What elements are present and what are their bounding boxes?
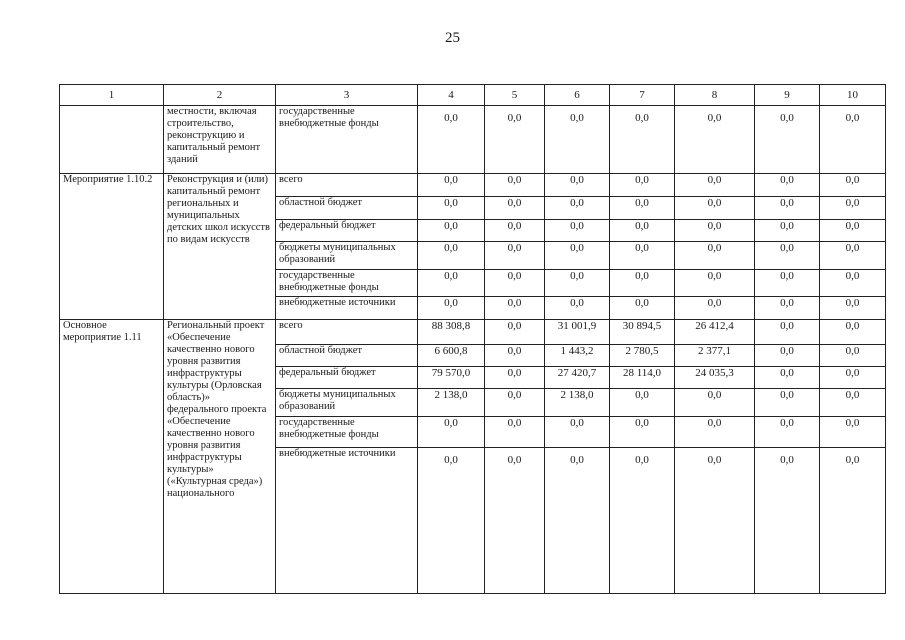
- value-cell: 1 443,2: [545, 345, 610, 367]
- funding-source-cell: внебюджетные источники: [276, 297, 418, 320]
- funding-source-cell: государственные внебюджетные фонды: [276, 417, 418, 448]
- value-cell: 0,0: [610, 389, 675, 417]
- funding-source-cell: всего: [276, 174, 418, 197]
- value-cell: 0,0: [755, 367, 820, 389]
- value-cell: 0,0: [545, 417, 610, 448]
- page-number: 25: [445, 30, 460, 46]
- value-cell: 0,0: [485, 106, 545, 174]
- table-row: [60, 174, 886, 197]
- value-cell: 0,0: [820, 197, 886, 220]
- value-cell: 0,0: [545, 242, 610, 270]
- value-cell: 0,0: [755, 106, 820, 174]
- value-cell: 0,0: [610, 174, 675, 197]
- column-header: 4: [418, 85, 485, 106]
- value-cell: 0,0: [485, 174, 545, 197]
- column-header: 1: [60, 85, 164, 106]
- value-cell: 0,0: [820, 220, 886, 242]
- value-cell: 0,0: [755, 448, 820, 594]
- value-cell: 0,0: [610, 270, 675, 297]
- value-cell: 0,0: [610, 106, 675, 174]
- value-cell: 0,0: [675, 106, 755, 174]
- value-cell: 0,0: [675, 242, 755, 270]
- value-cell: 0,0: [545, 220, 610, 242]
- value-cell: 30 894,5: [610, 320, 675, 345]
- table-header-row: [60, 85, 886, 106]
- value-cell: 2 138,0: [418, 389, 485, 417]
- funding-source-cell: внебюджетные источники: [276, 448, 418, 594]
- value-cell: 2 377,1: [675, 345, 755, 367]
- value-cell: 0,0: [485, 297, 545, 320]
- value-cell: 0,0: [755, 220, 820, 242]
- value-cell: 0,0: [418, 242, 485, 270]
- value-cell: 28 114,0: [610, 367, 675, 389]
- activity-id-cell: Основное мероприятие 1.11: [60, 320, 164, 594]
- value-cell: 0,0: [820, 367, 886, 389]
- value-cell: 0,0: [755, 197, 820, 220]
- value-cell: 0,0: [820, 389, 886, 417]
- value-cell: 0,0: [485, 242, 545, 270]
- table-row: [60, 106, 886, 174]
- funding-source-cell: государственные внебюджетные фонды: [276, 106, 418, 174]
- activity-name-cell: местности, включая строительство, реконструкцию и капитальный ремонт зданий: [164, 106, 276, 174]
- value-cell: 26 412,4: [675, 320, 755, 345]
- value-cell: 0,0: [755, 320, 820, 345]
- value-cell: 0,0: [418, 270, 485, 297]
- funding-source-cell: всего: [276, 320, 418, 345]
- activity-name-cell: Реконструкция и (или) капитальный ремонт региональных и муниципальных детских школ искусств по видам искусств: [164, 174, 276, 320]
- value-cell: 0,0: [485, 320, 545, 345]
- value-cell: 0,0: [485, 220, 545, 242]
- table-row: [60, 320, 886, 345]
- value-cell: 0,0: [418, 448, 485, 594]
- value-cell: 0,0: [820, 345, 886, 367]
- value-cell: 0,0: [675, 297, 755, 320]
- value-cell: 0,0: [820, 297, 886, 320]
- value-cell: 31 001,9: [545, 320, 610, 345]
- value-cell: 0,0: [610, 417, 675, 448]
- value-cell: 0,0: [485, 270, 545, 297]
- funding-source-cell: бюджеты муниципальных образований: [276, 389, 418, 417]
- value-cell: 0,0: [755, 174, 820, 197]
- value-cell: 24 035,3: [675, 367, 755, 389]
- value-cell: 0,0: [755, 242, 820, 270]
- funding-source-cell: федеральный бюджет: [276, 220, 418, 242]
- activity-name-cell: Региональный проект «Обеспечение качественно нового уровня развития инфраструктуры культуры (Орловская область)» федерального проекта «Обеспечение качественно нового уровня развития инфраструктуры культуры» («Культурная среда») национального: [164, 320, 276, 594]
- value-cell: 6 600,8: [418, 345, 485, 367]
- funding-source-cell: бюджеты муниципальных образований: [276, 242, 418, 270]
- value-cell: 0,0: [418, 297, 485, 320]
- value-cell: 0,0: [545, 197, 610, 220]
- budget-table: [59, 84, 886, 594]
- value-cell: 0,0: [675, 448, 755, 594]
- column-header: 8: [675, 85, 755, 106]
- value-cell: 0,0: [610, 448, 675, 594]
- value-cell: 0,0: [675, 417, 755, 448]
- value-cell: 0,0: [675, 220, 755, 242]
- value-cell: 0,0: [418, 106, 485, 174]
- value-cell: 0,0: [755, 345, 820, 367]
- funding-source-cell: областной бюджет: [276, 197, 418, 220]
- value-cell: 0,0: [755, 417, 820, 448]
- value-cell: 0,0: [418, 417, 485, 448]
- value-cell: 0,0: [755, 297, 820, 320]
- column-header: 7: [610, 85, 675, 106]
- value-cell: 79 570,0: [418, 367, 485, 389]
- value-cell: 0,0: [485, 448, 545, 594]
- activity-id-cell: [60, 106, 164, 174]
- column-header: 10: [820, 85, 886, 106]
- value-cell: 0,0: [545, 106, 610, 174]
- column-header: 5: [485, 85, 545, 106]
- funding-source-cell: федеральный бюджет: [276, 367, 418, 389]
- value-cell: 0,0: [820, 242, 886, 270]
- value-cell: 88 308,8: [418, 320, 485, 345]
- value-cell: 0,0: [675, 389, 755, 417]
- value-cell: 0,0: [820, 320, 886, 345]
- value-cell: 0,0: [485, 417, 545, 448]
- value-cell: 0,0: [485, 345, 545, 367]
- value-cell: 0,0: [820, 417, 886, 448]
- activity-id-cell: Мероприятие 1.10.2: [60, 174, 164, 320]
- value-cell: 0,0: [418, 220, 485, 242]
- value-cell: 0,0: [545, 448, 610, 594]
- column-header: 6: [545, 85, 610, 106]
- value-cell: 0,0: [545, 270, 610, 297]
- value-cell: 2 780,5: [610, 345, 675, 367]
- value-cell: 0,0: [610, 197, 675, 220]
- funding-source-cell: областной бюджет: [276, 345, 418, 367]
- value-cell: 0,0: [418, 197, 485, 220]
- value-cell: 0,0: [610, 220, 675, 242]
- value-cell: 0,0: [485, 367, 545, 389]
- value-cell: 0,0: [755, 389, 820, 417]
- value-cell: 0,0: [610, 242, 675, 270]
- value-cell: 0,0: [675, 270, 755, 297]
- value-cell: 0,0: [820, 174, 886, 197]
- value-cell: 0,0: [755, 270, 820, 297]
- value-cell: 0,0: [820, 270, 886, 297]
- value-cell: 0,0: [610, 297, 675, 320]
- value-cell: 0,0: [820, 448, 886, 594]
- value-cell: 0,0: [545, 297, 610, 320]
- value-cell: 0,0: [485, 389, 545, 417]
- value-cell: 0,0: [485, 197, 545, 220]
- value-cell: 27 420,7: [545, 367, 610, 389]
- funding-source-cell: государственные внебюджетные фонды: [276, 270, 418, 297]
- value-cell: 0,0: [545, 174, 610, 197]
- column-header: 2: [164, 85, 276, 106]
- value-cell: 0,0: [820, 106, 886, 174]
- column-header: 3: [276, 85, 418, 106]
- value-cell: 0,0: [675, 197, 755, 220]
- value-cell: 0,0: [675, 174, 755, 197]
- column-header: 9: [755, 85, 820, 106]
- value-cell: 2 138,0: [545, 389, 610, 417]
- value-cell: 0,0: [418, 174, 485, 197]
